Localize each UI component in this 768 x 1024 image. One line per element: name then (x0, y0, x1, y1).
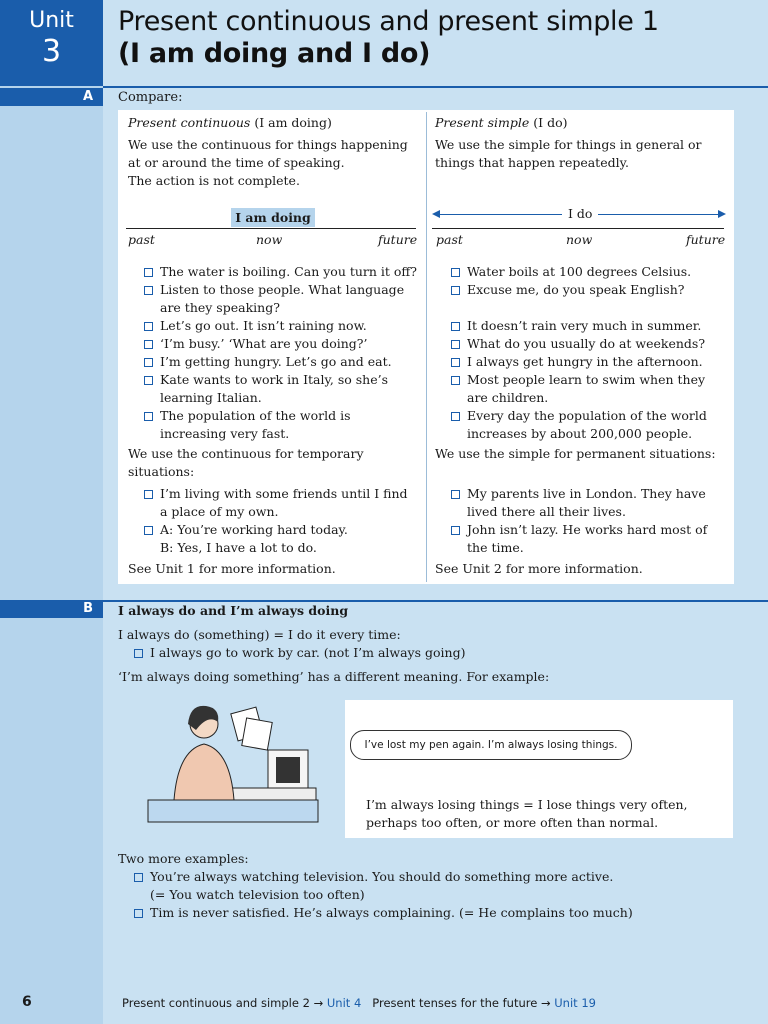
list-item: I always get hungry in the afternoon. (435, 353, 731, 371)
list-item: Let’s go out. It isn’t raining now. (128, 317, 424, 335)
link-unit-19[interactable]: Unit 19 (554, 996, 596, 1010)
list-item: I always go to work by car. (not I’m always going) (118, 644, 738, 662)
see-unit-2: See Unit 2 for more information. (435, 561, 643, 576)
link-unit-4[interactable]: Unit 4 (326, 996, 362, 1010)
page-title: Present continuous and present simple 1 (I am doing and I do) (118, 6, 659, 69)
side-margin (0, 0, 103, 1024)
section-b-heading: I always do and I’m always doing (118, 603, 349, 618)
list-item: Kate wants to work in Italy, so she’s (128, 371, 424, 389)
list-item: increasing very fast. (160, 426, 290, 441)
list-item: What do you usually do at weekends? (435, 335, 731, 353)
unit-number: 3 (41, 34, 62, 69)
speech-bubble: I’ve lost my pen again. I’m always losing things. (350, 730, 632, 760)
present-simple-column: Present simple (I do) We use the simple for things in general or things that happen repeatedly. (435, 115, 702, 170)
list-item: B: Yes, I have a lot to do. (160, 540, 317, 555)
arrow-right-icon (718, 210, 726, 218)
list-item: The population of the world is (128, 407, 424, 425)
timeline-simple (432, 228, 724, 229)
list-item: lived there all their lives. (467, 504, 626, 519)
list-item: John isn’t lazy. He works hard most of (435, 521, 731, 539)
list-item: (= You watch television too often) (150, 887, 365, 902)
present-continuous-column: Present continuous (I am doing) We use the continuous for things happening at or around the time of speaking. The action is not complete. (128, 115, 408, 188)
section-b-text: I always do and I’m always doing I always do (something) = I do it every time: I always go to work by car. (not I’m always going) ‘I’m always doing something’ has a different meaning. For example: (118, 602, 738, 686)
section-a-tab: A (0, 88, 103, 106)
list-item: Tim is never satisfied. He’s always complaining. (= He complains too much) (118, 904, 738, 922)
compare-label: Compare: (118, 90, 183, 105)
woman-illustration (138, 700, 328, 830)
list-item: Most people learn to swim when they (435, 371, 731, 389)
list-item: are they speaking? (160, 300, 280, 315)
more-examples: Two more examples: You’re always watching television. You should do something more active. (= You watch television too often) Tim is never satisfied. He’s always complaining. (= He complains too much) (118, 850, 738, 922)
list-item: learning Italian. (160, 390, 262, 405)
list-item: Listen to those people. What language (128, 281, 424, 299)
continuous-examples: The water is boiling. Can you turn it off? Listen to those people. What language are they speaking? Let’s go out. It isn’t raining now. ‘I’m busy.’ ‘What are you doing?’ I’m getting hungry. Let’s go and eat. Kate wants to work in Italy, so she’s learning Italian. The population of the world is increasing very fast. We use the continuous for temporary situations: I’m living with some friends until I find a place of my own. A: You’re working hard today. B: Yes, I have a lot to do. See Unit 1 for more information. (128, 263, 424, 578)
bubble-explanation: I’m always losing things = I lose things very often, perhaps too often, or more often than normal. (366, 797, 688, 830)
timeline-label-continuous: I am doing (231, 208, 315, 227)
list-item: Excuse me, do you speak English? (435, 281, 731, 299)
unit-label: Unit (29, 8, 74, 33)
page-number: 6 (22, 994, 32, 1010)
list-item: Water boils at 100 degrees Celsius. (435, 263, 731, 281)
list-item: increases by about 200,000 people. (467, 426, 693, 441)
list-item: It doesn’t rain very much in summer. (435, 317, 731, 335)
panel-divider (426, 112, 427, 582)
list-item: ‘I’m busy.’ ‘What are you doing?’ (128, 335, 424, 353)
footer-crossrefs: Present continuous and simple 2 → Unit 4 Present tenses for the future → Unit 19 (122, 996, 596, 1010)
arrow-left-icon (432, 210, 440, 218)
list-item: a place of my own. (160, 504, 279, 519)
list-item: are children. (467, 390, 549, 405)
list-item: Every day the population of the world (435, 407, 731, 425)
section-a-rule (103, 86, 768, 88)
simple-examples: Water boils at 100 degrees Celsius. Excuse me, do you speak English? It doesn’t rain very much in summer. What do you usually do at weekends? I always get hungry in the afternoon. Most people learn to swim when they are children. Every day the population of the world increases by about 200,000 people. We use the simple for permanent situations: My parents live in London. They have lived there all their lives. John isn’t lazy. He works hard most of the time. See Unit 2 for more information. (435, 263, 731, 578)
list-item: My parents live in London. They have (435, 485, 731, 503)
list-item: the time. (467, 540, 524, 555)
list-item: You’re always watching television. You should do something more active. (118, 868, 738, 886)
list-item: A: You’re working hard today. (128, 521, 424, 539)
see-unit-1: See Unit 1 for more information. (128, 561, 336, 576)
unit-badge (0, 0, 103, 86)
section-b-tab: B (0, 600, 103, 618)
list-item: I’m getting hungry. Let’s go and eat. (128, 353, 424, 371)
list-item: The water is boiling. Can you turn it off? (128, 263, 424, 281)
timeline-continuous (126, 228, 416, 229)
timeline-label-simple: I do (562, 206, 598, 221)
list-item: I’m living with some friends until I find (128, 485, 424, 503)
